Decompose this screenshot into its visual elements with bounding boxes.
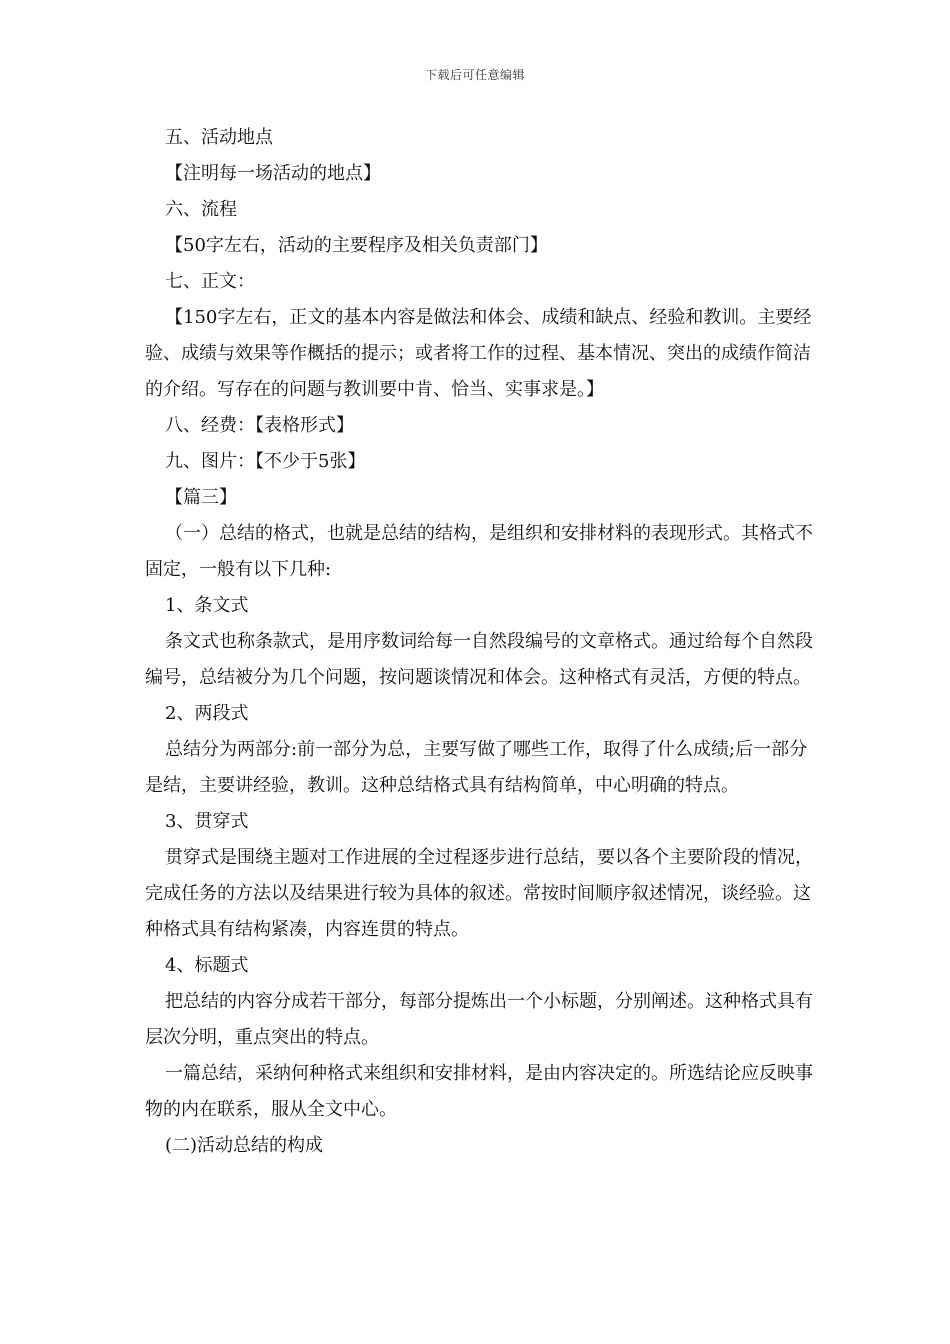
heading-pictures: 九、图片：【不少于5张】 — [165, 451, 366, 472]
paragraph-through-style: 贯穿式是围绕主题对工作进展的全过程逐步进行总结，要以各个主要阶段的情况，完成任务的方法以及结果进行较为具体的叙述。常按时间顺序叙述情况，谈经验。这种格式具有结构紧凑，内容连贯的特点。 — [145, 847, 813, 940]
paragraph-format-intro: （一）总结的格式，也就是总结的结构，是组织和安排材料的表现形式。其格式不固定，一般有以下几种: — [145, 523, 813, 580]
section-part-three: 【篇三】 — [165, 487, 237, 508]
heading-clause-style: 1、条文式 — [165, 595, 249, 616]
note-activity-location: 【注明每一场活动的地点】 — [165, 163, 381, 184]
note-main-text: 【150字左右，正文的基本内容是做法和体会、成绩和缺点、经验和教训。主要经验、成绩与效果等作概括的提示；或者将工作的过程、基本情况、突出的成绩作简洁的介绍。写存在的问题与教训要中肯、恰当、实事求是。】 — [145, 307, 812, 400]
heading-summary-composition: (二)活动总结的构成 — [165, 1135, 324, 1156]
heading-two-part-style: 2、两段式 — [165, 703, 249, 724]
paragraph-two-part-style: 总结分为两部分:前一部分为总，主要写做了哪些工作，取得了什么成绩;后一部分是结，主要讲经验，教训。这种总结格式具有结构简单，中心明确的特点。 — [145, 739, 808, 796]
paragraph-title-style: 把总结的内容分成若干部分，每部分提炼出一个小标题，分别阐述。这种格式具有层次分明，重点突出的特点。 — [145, 991, 813, 1048]
heading-main-text: 七、正文： — [165, 271, 255, 292]
paragraph-format-choice: 一篇总结，采纳何种格式来组织和安排材料，是由内容决定的。所选结论应反映事物的内在联系，服从全文中心。 — [145, 1063, 813, 1120]
heading-funding: 八、经费：【表格形式】 — [165, 415, 354, 436]
paragraph-clause-style: 条文式也称条款式，是用序数词给每一自然段编号的文章格式。通过给每个自然段编号，总结被分为几个问题，按问题谈情况和体会。这种格式有灵活，方便的特点。 — [145, 631, 813, 688]
heading-activity-location: 五、活动地点 — [165, 127, 273, 148]
page-header: 下载后可任意编辑 — [424, 68, 525, 82]
note-process: 【50字左右，活动的主要程序及相关负责部门】 — [165, 235, 548, 256]
heading-title-style: 4、标题式 — [165, 955, 249, 976]
heading-process: 六、流程 — [165, 199, 237, 220]
heading-through-style: 3、贯穿式 — [165, 811, 249, 832]
document-body — [145, 120, 820, 1164]
